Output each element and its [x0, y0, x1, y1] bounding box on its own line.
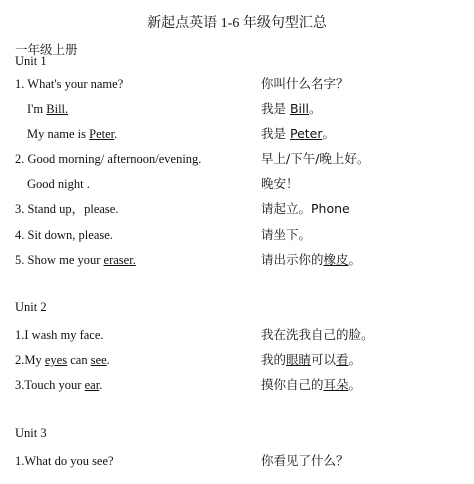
- sentence-row: [0, 351, 474, 369]
- text-segment: Good night .: [27, 177, 90, 191]
- text-segment: 可以: [311, 352, 337, 367]
- text-segment: Good morning/ afternoon/evening.: [27, 152, 202, 166]
- text-segment: 我在洗我自己的脸。: [261, 327, 374, 342]
- item-number: 2.: [15, 353, 25, 367]
- text-segment: 。: [348, 377, 362, 392]
- unit-heading: Unit 3: [15, 426, 47, 440]
- sentence-row: [0, 326, 474, 344]
- text-segment: 我是: [261, 101, 290, 116]
- text-segment: can: [67, 353, 91, 367]
- item-number: 4.: [15, 228, 25, 242]
- chinese-translation: [261, 351, 361, 369]
- english-sentence: [27, 100, 68, 118]
- chinese-translation: [261, 452, 349, 470]
- chinese-translation: [261, 125, 335, 143]
- text-segment: 请出示你的: [261, 252, 324, 267]
- volume-label: 一年级上册: [15, 43, 78, 57]
- text-segment: Sit down, please.: [27, 228, 113, 242]
- chinese-translation: [261, 326, 374, 344]
- english-sentence: [27, 125, 117, 143]
- english-sentence: [15, 376, 102, 394]
- english-sentence: [15, 226, 113, 244]
- text-segment: 你叫什么名字？: [261, 76, 349, 91]
- chinese-translation: [261, 376, 361, 394]
- text-segment: 我的: [261, 352, 287, 367]
- underlined-text: Bill.: [46, 102, 69, 116]
- sentence-row: [0, 200, 474, 218]
- text-segment: 晚安！: [261, 176, 299, 191]
- text-segment: 。: [348, 352, 362, 367]
- item-number: 3.: [15, 378, 25, 392]
- underlined-text: see: [90, 353, 107, 367]
- text-segment: What's your name?: [27, 77, 124, 91]
- item-number: 1.: [15, 454, 25, 468]
- item-number: 1.: [15, 328, 25, 342]
- text-segment: 。: [308, 101, 322, 116]
- sentence-row: [0, 150, 474, 168]
- english-sentence: [15, 452, 114, 470]
- english-sentence: [15, 75, 123, 93]
- sentence-row: [0, 226, 474, 244]
- underlined-text: 耳朵: [323, 377, 349, 392]
- sentence-row: [0, 251, 474, 269]
- text-segment: My: [24, 353, 45, 367]
- text-segment: Stand up，please.: [27, 202, 119, 216]
- text-segment: 请起立。Phone: [261, 201, 350, 216]
- item-number: 3.: [15, 202, 25, 216]
- text-segment: Touch your: [24, 378, 85, 392]
- chinese-translation: [261, 150, 369, 168]
- sentence-row: [0, 175, 474, 193]
- underlined-text: eraser.: [103, 253, 136, 267]
- text-segment: 。: [322, 126, 336, 141]
- unit-heading: Unit 2: [15, 300, 47, 314]
- text-segment: I'm: [27, 102, 47, 116]
- sentence-row: [0, 100, 474, 118]
- chinese-translation: [261, 200, 350, 218]
- text-segment: .: [99, 378, 103, 392]
- english-sentence: [15, 251, 136, 269]
- english-sentence: [15, 326, 104, 344]
- text-segment: .: [114, 127, 118, 141]
- chinese-translation: [261, 175, 299, 193]
- underlined-text: eyes: [44, 353, 68, 367]
- underlined-text: 眼睛: [286, 352, 312, 367]
- item-number: 5.: [15, 253, 25, 267]
- chinese-translation: [261, 75, 349, 93]
- text-segment: 你看见了什么？: [261, 453, 349, 468]
- text-segment: 我是: [261, 126, 290, 141]
- chinese-translation: [261, 100, 322, 118]
- english-sentence: [15, 351, 110, 369]
- text-segment: 摸你自己的: [261, 377, 324, 392]
- sentence-row: [0, 125, 474, 143]
- sentence-row: [0, 75, 474, 93]
- english-sentence: [15, 200, 118, 218]
- underlined-text: Peter: [289, 126, 323, 141]
- chinese-translation: [261, 226, 311, 244]
- text-segment: I wash my face.: [24, 328, 104, 342]
- underlined-text: Bill: [289, 101, 309, 116]
- item-number: 1.: [15, 77, 25, 91]
- text-segment: .: [106, 353, 110, 367]
- english-sentence: [15, 150, 201, 168]
- underlined-text: 看: [336, 352, 349, 367]
- text-segment: What do you see?: [24, 454, 114, 468]
- item-number: 2.: [15, 152, 25, 166]
- english-sentence: [27, 175, 90, 193]
- sentence-row: [0, 376, 474, 394]
- text-segment: 。: [348, 252, 362, 267]
- underlined-text: Peter: [89, 127, 115, 141]
- document-title: 新起点英语 1-6 年级句型汇总: [147, 16, 327, 31]
- text-segment: My name is: [27, 127, 90, 141]
- unit-heading: Unit 1: [15, 54, 47, 68]
- underlined-text: ear: [84, 378, 100, 392]
- chinese-translation: [261, 251, 361, 269]
- sentence-row: [0, 452, 474, 470]
- text-segment: Show me your: [27, 253, 104, 267]
- underlined-text: 橡皮: [323, 252, 349, 267]
- text-segment: 请坐下。: [261, 227, 312, 242]
- text-segment: 早上/下午/晚上好。: [261, 151, 370, 166]
